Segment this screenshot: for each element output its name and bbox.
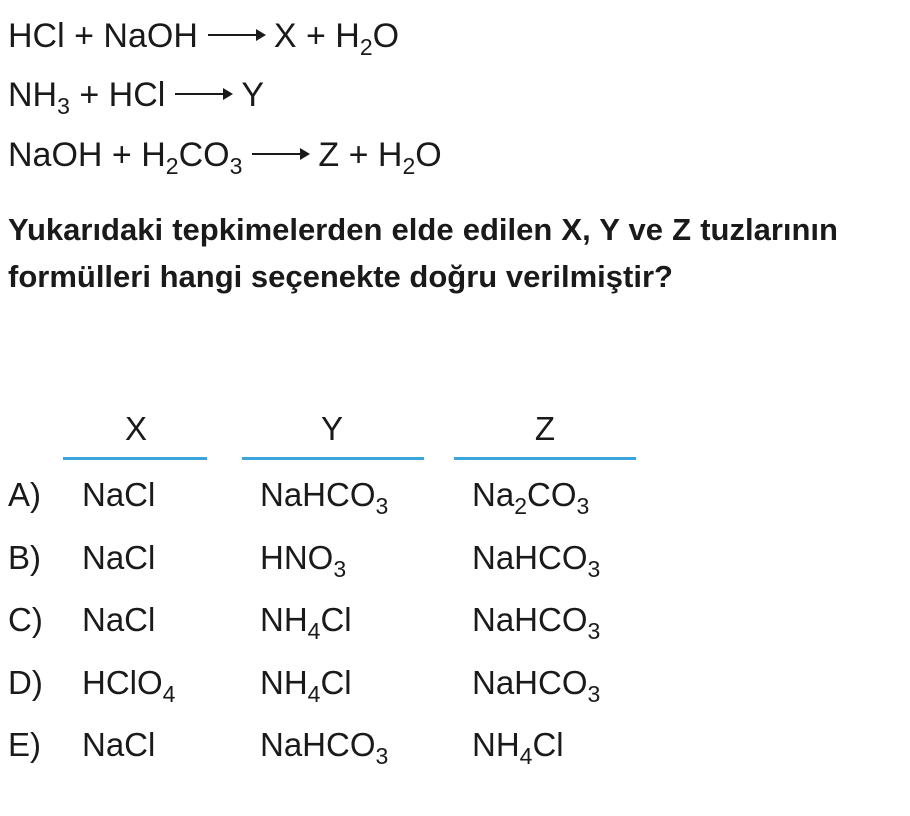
option-e-z: $NH_4Cl$ [472,726,564,769]
subscript: 4 [307,681,321,707]
subscript: 2 [402,153,416,179]
option-c-z: NaHCO$_3$ [472,601,601,644]
option-letter: E) [8,726,41,763]
column-header-x-underline [63,457,207,460]
reaction-2 [8,75,265,119]
subscript: 2 [514,493,527,519]
subscript: 3 [375,743,389,769]
subscript: 3 [587,681,601,707]
reaction-arrow-icon [208,34,264,36]
column-header-z-underline [454,457,636,460]
option-letter: D) [8,664,43,701]
subscript: 3 [333,556,347,582]
option-d-z: NaHCO$_3$ [472,664,601,707]
subscript: 3 [587,556,601,582]
option-a-z: $Na_2CO_3$ [472,476,590,519]
option-letter: A) [8,476,41,513]
subscript: 2 [359,34,373,60]
option-letter: C) [8,601,43,638]
option-b-x: NaCl [82,539,156,576]
option-e-x: NaCl [82,726,156,763]
column-header-y: Y [320,410,343,447]
subscript: 3 [375,493,389,519]
option-c-x: NaCl [82,601,156,638]
column-header-z: Z [534,410,556,447]
subscript: 3 [576,493,590,519]
reaction-1-products: $X + H_2O$ [273,17,400,60]
subscript: 3 [229,153,243,179]
option-a-y: NaHCO$_3$ [260,476,389,519]
reaction-3 [8,135,442,179]
option-b-z: NaHCO$_3$ [472,539,601,582]
option-d-x: HClO$_4$ [82,664,176,707]
option-letter: B) [8,539,41,576]
reaction-3-reactants: NaOH + $H_2CO_3$ [8,136,243,179]
option-d-y: $NH_4Cl$ [260,664,352,707]
question-text: Yukarıdaki tepkimelerden elde edilen X, Y ve Z tuzlarının formülleri hangi seçenekte doğru verilmiştir? [8,212,838,294]
subscript: 4 [162,681,176,707]
subscript: 4 [307,618,321,644]
subscript: 4 [519,743,533,769]
subscript: 3 [587,618,601,644]
reaction-3-products: $Z + H_2O$ [318,136,442,179]
reaction-1-reactants: HCl + NaOH [8,17,198,55]
reaction-1 [8,16,400,60]
column-header-x: X [124,410,147,447]
reaction-arrow-icon [175,93,231,95]
reaction-arrow-icon [252,153,308,155]
reaction-2-products: Y [241,76,265,114]
option-c-y: $NH_4Cl$ [260,601,352,644]
option-b-y: $HNO_3$ [260,539,347,582]
reaction-2-reactants: $NH_3$ + HCl [8,76,166,119]
subscript: 3 [57,93,70,119]
column-header-y-underline [242,457,424,460]
subscript: 2 [165,153,179,179]
option-a-x: NaCl [82,476,156,513]
option-e-y: NaHCO$_3$ [260,726,389,769]
